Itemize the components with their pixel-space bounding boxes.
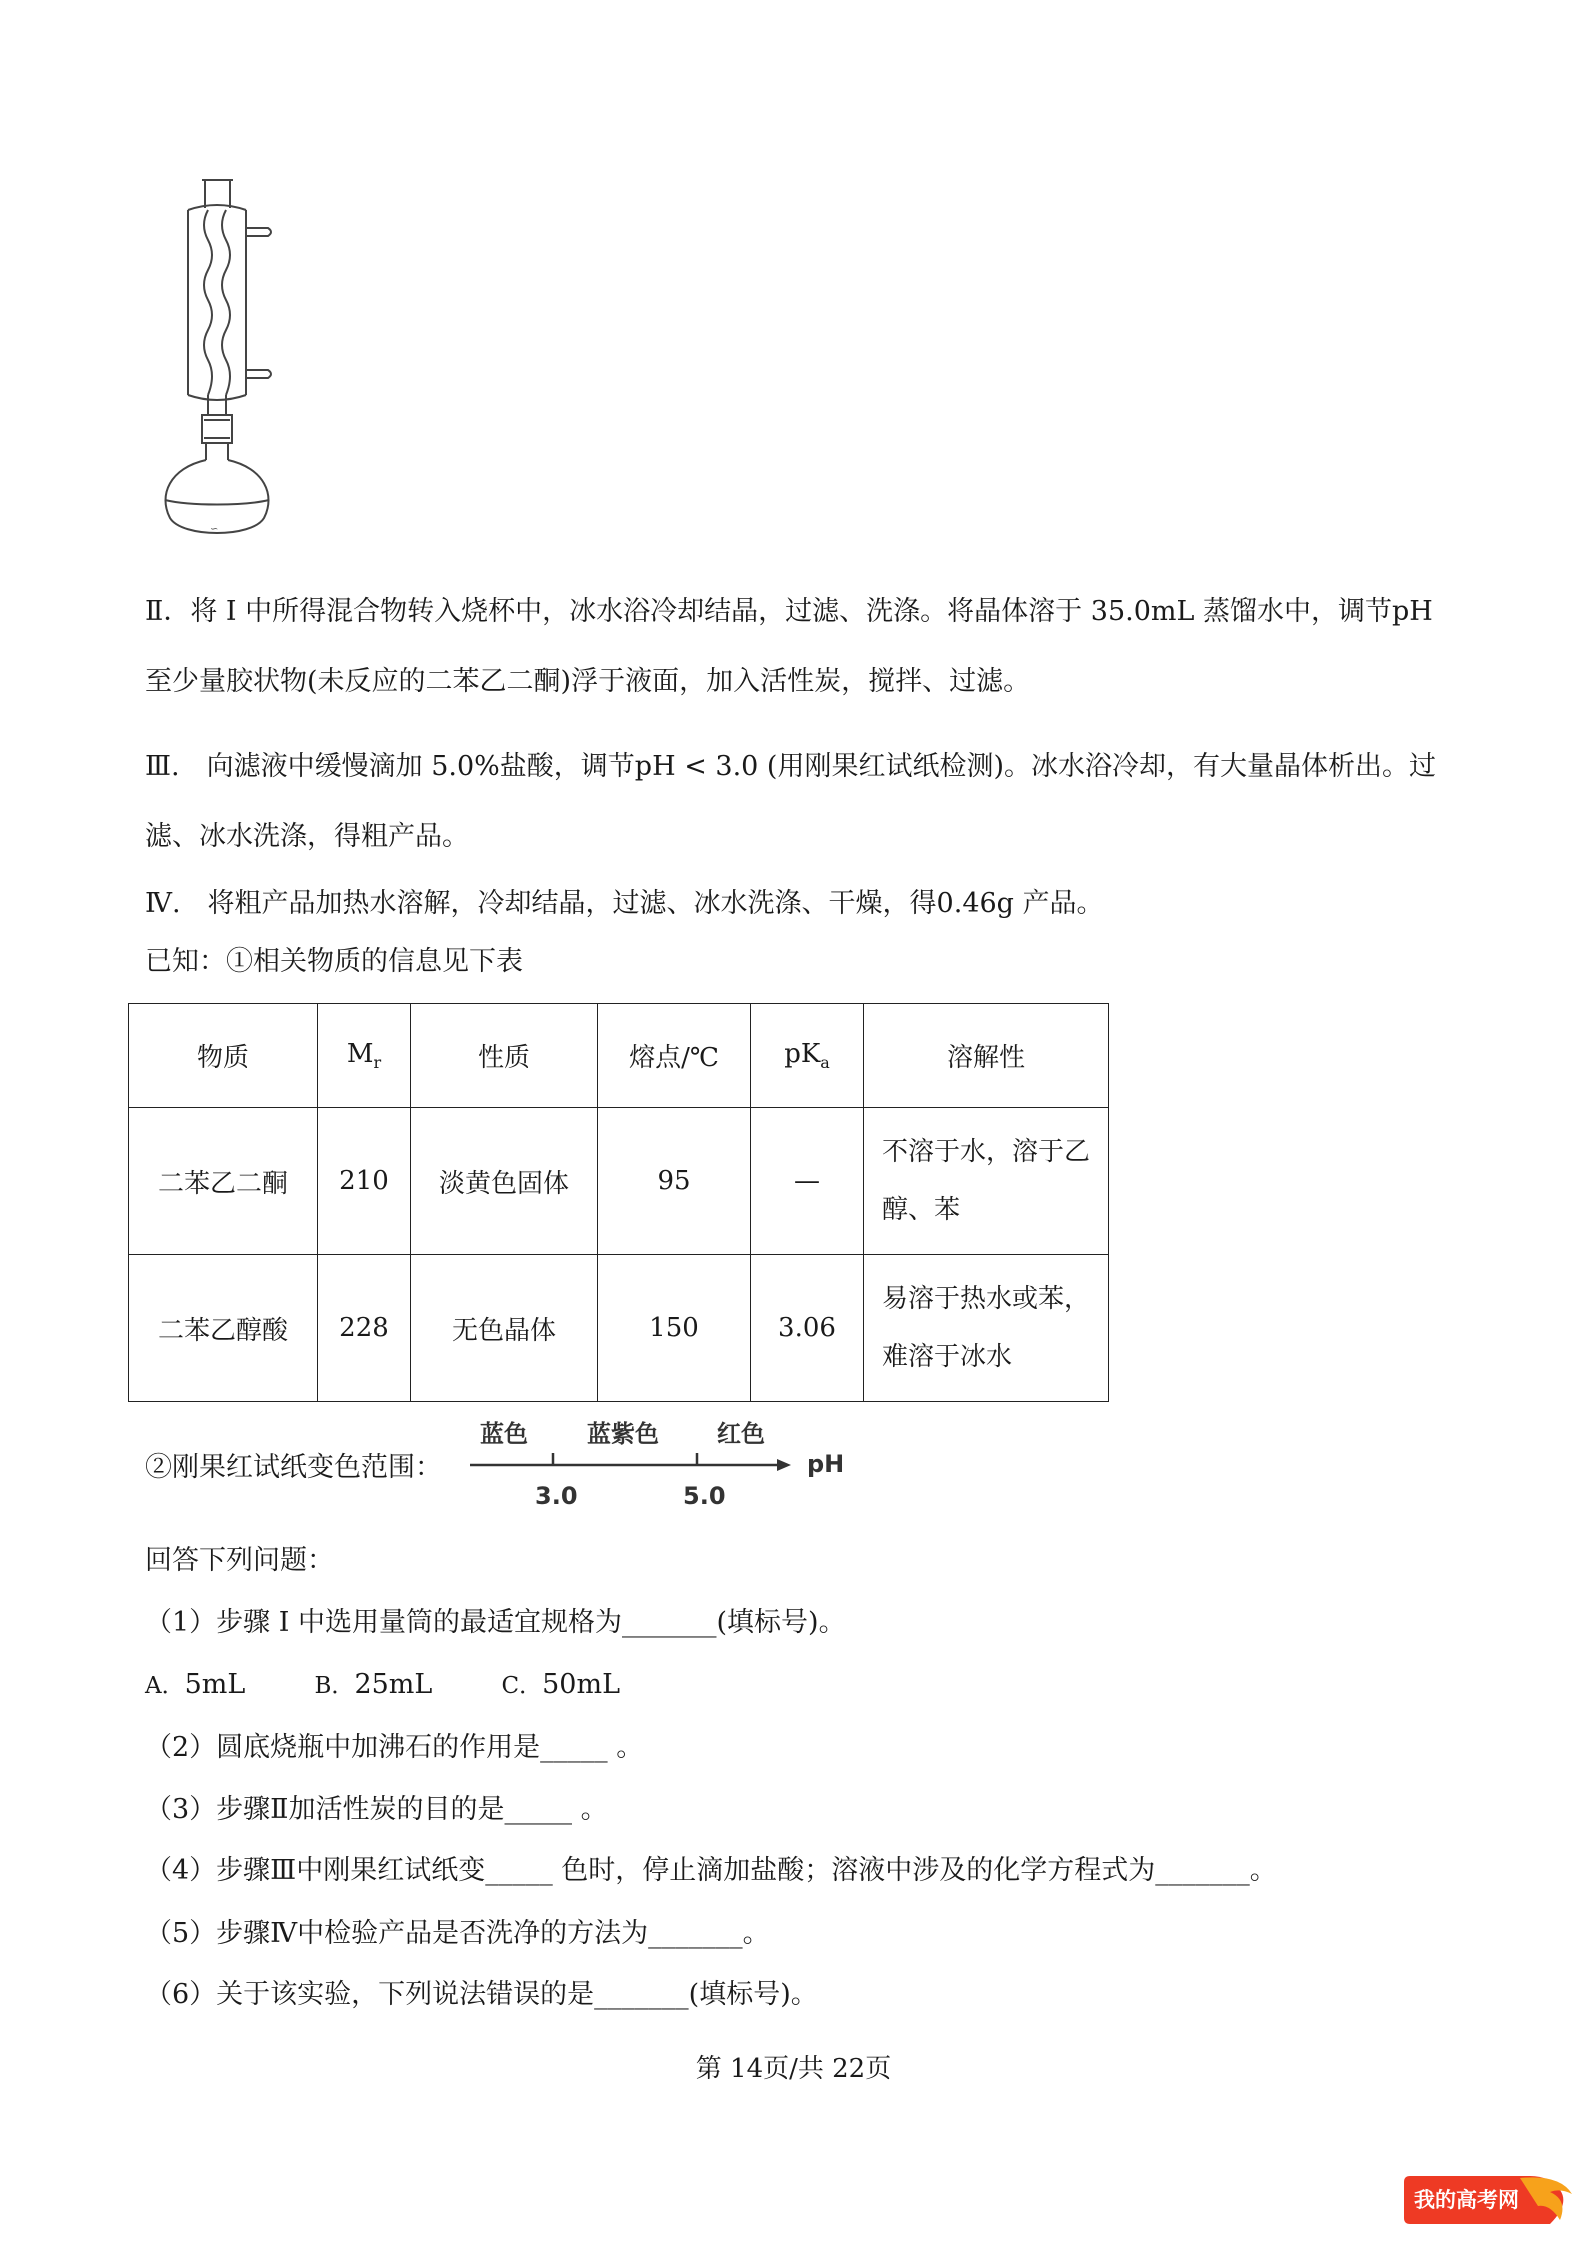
- table-row: [129, 1255, 1109, 1402]
- congo-red-ph-scale: [465, 1410, 865, 1520]
- svg-text:∽: ∽: [210, 524, 219, 535]
- header-property: 性质: [411, 1004, 598, 1108]
- question-3: （3）步骤Ⅱ加活性炭的目的是_____ 。: [145, 1794, 608, 1825]
- step-4-line-1: Ⅳ. 将粗产品加热水溶解，冷却结晶，过滤、冰水洗涤、干燥，得0.46g 产品。: [145, 888, 1104, 919]
- scale-color-red: 红色: [717, 1420, 765, 1448]
- scale-color-blue-purple: 蓝紫色: [587, 1420, 659, 1448]
- reflux-apparatus-drawing: [150, 170, 290, 540]
- cell-pka: —: [751, 1108, 864, 1255]
- header-pka: $pK_a$: [751, 1004, 864, 1108]
- substance-properties-table: [128, 1003, 1109, 1402]
- scale-axis-label: pH: [807, 1450, 845, 1478]
- scale-tick-5: 5.0: [683, 1482, 726, 1510]
- header-mr: $M_r$: [318, 1004, 411, 1108]
- question-4: （4）步骤Ⅲ中刚果红试纸变_____ 色时，停止滴加盐酸；溶液中涉及的化学方程式为_______。: [145, 1855, 1277, 1886]
- table-row: [129, 1108, 1109, 1255]
- cell-melting-point: 95: [598, 1108, 751, 1255]
- scale-axis-arrow: [465, 1450, 795, 1480]
- step-3-line-2: 滤、冰水洗涤，得粗产品。: [145, 821, 469, 852]
- cell-property: 淡黄色固体: [411, 1108, 598, 1255]
- cell-mr: 210: [318, 1108, 411, 1255]
- question-2: （2）圆底烧瓶中加沸石的作用是_____ 。: [145, 1732, 644, 1763]
- question-1: （1）步骤 Ⅰ 中选用量筒的最适宜规格为_______(填标号)。: [145, 1607, 846, 1638]
- table-header-row: [129, 1004, 1109, 1108]
- step-3-line-1: Ⅲ. 向滤液中缓慢滴加 5.0%盐酸，调节pH < 3.0 (用刚果红试纸检测)。冰水浴冷却，有大量晶体析出。过: [145, 751, 1437, 782]
- question-1-options: [145, 1665, 620, 1706]
- cell-melting-point: 150: [598, 1255, 751, 1402]
- question-5: （5）步骤Ⅳ中检验产品是否洗净的方法为_______。: [145, 1918, 770, 1949]
- option-c: C．50mL: [501, 1669, 621, 1700]
- question-6: （6）关于该实验，下列说法错误的是_______(填标号)。: [145, 1979, 818, 2010]
- header-solubility: 溶解性: [864, 1004, 1109, 1108]
- option-b: B．25mL: [314, 1669, 433, 1700]
- site-logo: 我的高考网: [1400, 2170, 1575, 2230]
- step-2-line-1: Ⅱ．将 Ⅰ 中所得混合物转入烧杯中，冰水浴冷却结晶，过滤、洗涤。将晶体溶于 35.0mL 蒸馏水中，调节pH: [145, 596, 1433, 627]
- step-2-line-2: 至少量胶状物(未反应的二苯乙二酮)浮于液面，加入活性炭，搅拌、过滤。: [145, 666, 1031, 697]
- known-info-1: 已知：①相关物质的信息见下表: [145, 946, 523, 977]
- cell-solubility: 不溶于水，溶于乙 醇、苯: [864, 1108, 1109, 1255]
- scale-tick-3: 3.0: [535, 1482, 578, 1510]
- answer-intro: 回答下列问题：: [145, 1545, 334, 1576]
- cell-solubility: 易溶于热水或苯， 难溶于冰水: [864, 1255, 1109, 1402]
- header-melting-point: 熔点/℃: [598, 1004, 751, 1108]
- cell-mr: 228: [318, 1255, 411, 1402]
- page-footer: 第 14页/共 22页: [695, 2054, 892, 2084]
- header-substance: 物质: [129, 1004, 318, 1108]
- cell-substance: 二苯乙醇酸: [129, 1255, 318, 1402]
- cell-pka: 3.06: [751, 1255, 864, 1402]
- option-a: A．5mL: [145, 1669, 246, 1700]
- scale-color-blue: 蓝色: [480, 1420, 528, 1448]
- known-info-2: ②刚果红试纸变色范围：: [145, 1452, 442, 1483]
- cell-substance: 二苯乙二酮: [129, 1108, 318, 1255]
- cell-property: 无色晶体: [411, 1255, 598, 1402]
